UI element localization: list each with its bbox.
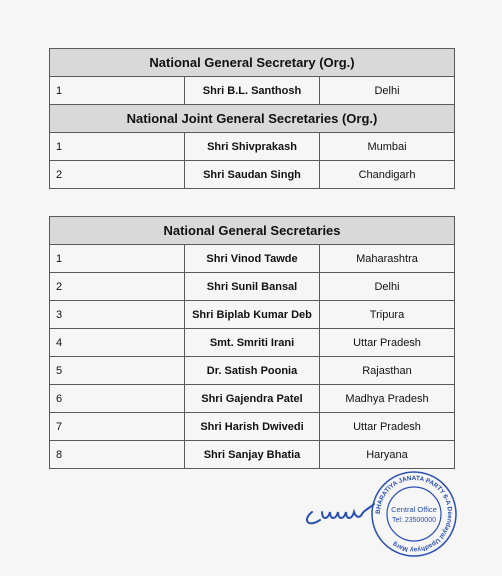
state-name: Tripura	[320, 301, 455, 329]
org-secretaries-table	[49, 48, 455, 189]
state-name: Delhi	[320, 77, 455, 105]
stamp-center-line2: Tel: 23500000	[392, 517, 436, 524]
row-number: 2	[50, 273, 185, 301]
row-number: 1	[50, 245, 185, 273]
table-row	[50, 273, 455, 301]
person-name: Shri Harish Dwivedi	[185, 413, 320, 441]
state-name: Madhya Pradesh	[320, 385, 455, 413]
section-title: National Joint General Secretaries (Org.)	[50, 105, 455, 133]
person-name: Shri Sunil Bansal	[185, 273, 320, 301]
person-name: Shri Vinod Tawde	[185, 245, 320, 273]
person-name: Shri Gajendra Patel	[185, 385, 320, 413]
table-row	[50, 133, 455, 161]
table-row	[50, 413, 455, 441]
state-name: Haryana	[320, 441, 455, 469]
section-title: National General Secretary (Org.)	[50, 49, 455, 77]
person-name: Shri Saudan Singh	[185, 161, 320, 189]
state-name: Chandigarh	[320, 161, 455, 189]
section-header-row	[50, 49, 455, 77]
table-row	[50, 301, 455, 329]
stamp-ring-text: BHARATIYA JANATA PARTY 6-A Deendayal Upadhyay Marg	[374, 474, 454, 554]
general-secretaries-table	[49, 216, 455, 469]
row-number: 3	[50, 301, 185, 329]
row-number: 1	[50, 77, 185, 105]
table-row	[50, 441, 455, 469]
office-stamp-icon	[370, 470, 458, 558]
table-row	[50, 77, 455, 105]
person-name: Shri B.L. Santhosh	[185, 77, 320, 105]
row-number: 1	[50, 133, 185, 161]
person-name: Shri Sanjay Bhatia	[185, 441, 320, 469]
row-number: 7	[50, 413, 185, 441]
section-header-row	[50, 217, 455, 245]
state-name: Uttar Pradesh	[320, 413, 455, 441]
table-row	[50, 357, 455, 385]
signature-icon	[298, 490, 378, 530]
row-number: 5	[50, 357, 185, 385]
state-name: Uttar Pradesh	[320, 329, 455, 357]
row-number: 8	[50, 441, 185, 469]
section-header-row	[50, 105, 455, 133]
person-name: Smt. Smriti Irani	[185, 329, 320, 357]
table-row	[50, 161, 455, 189]
state-name: Mumbai	[320, 133, 455, 161]
state-name: Maharashtra	[320, 245, 455, 273]
person-name: Shri Biplab Kumar Deb	[185, 301, 320, 329]
state-name: Rajasthan	[320, 357, 455, 385]
state-name: Delhi	[320, 273, 455, 301]
person-name: Dr. Satish Poonia	[185, 357, 320, 385]
stamp-center-line1: Central Office	[391, 505, 437, 514]
row-number: 6	[50, 385, 185, 413]
section-title: National General Secretaries	[50, 217, 455, 245]
row-number: 4	[50, 329, 185, 357]
table-row	[50, 329, 455, 357]
row-number: 2	[50, 161, 185, 189]
person-name: Shri Shivprakash	[185, 133, 320, 161]
table-row	[50, 245, 455, 273]
table-row	[50, 385, 455, 413]
